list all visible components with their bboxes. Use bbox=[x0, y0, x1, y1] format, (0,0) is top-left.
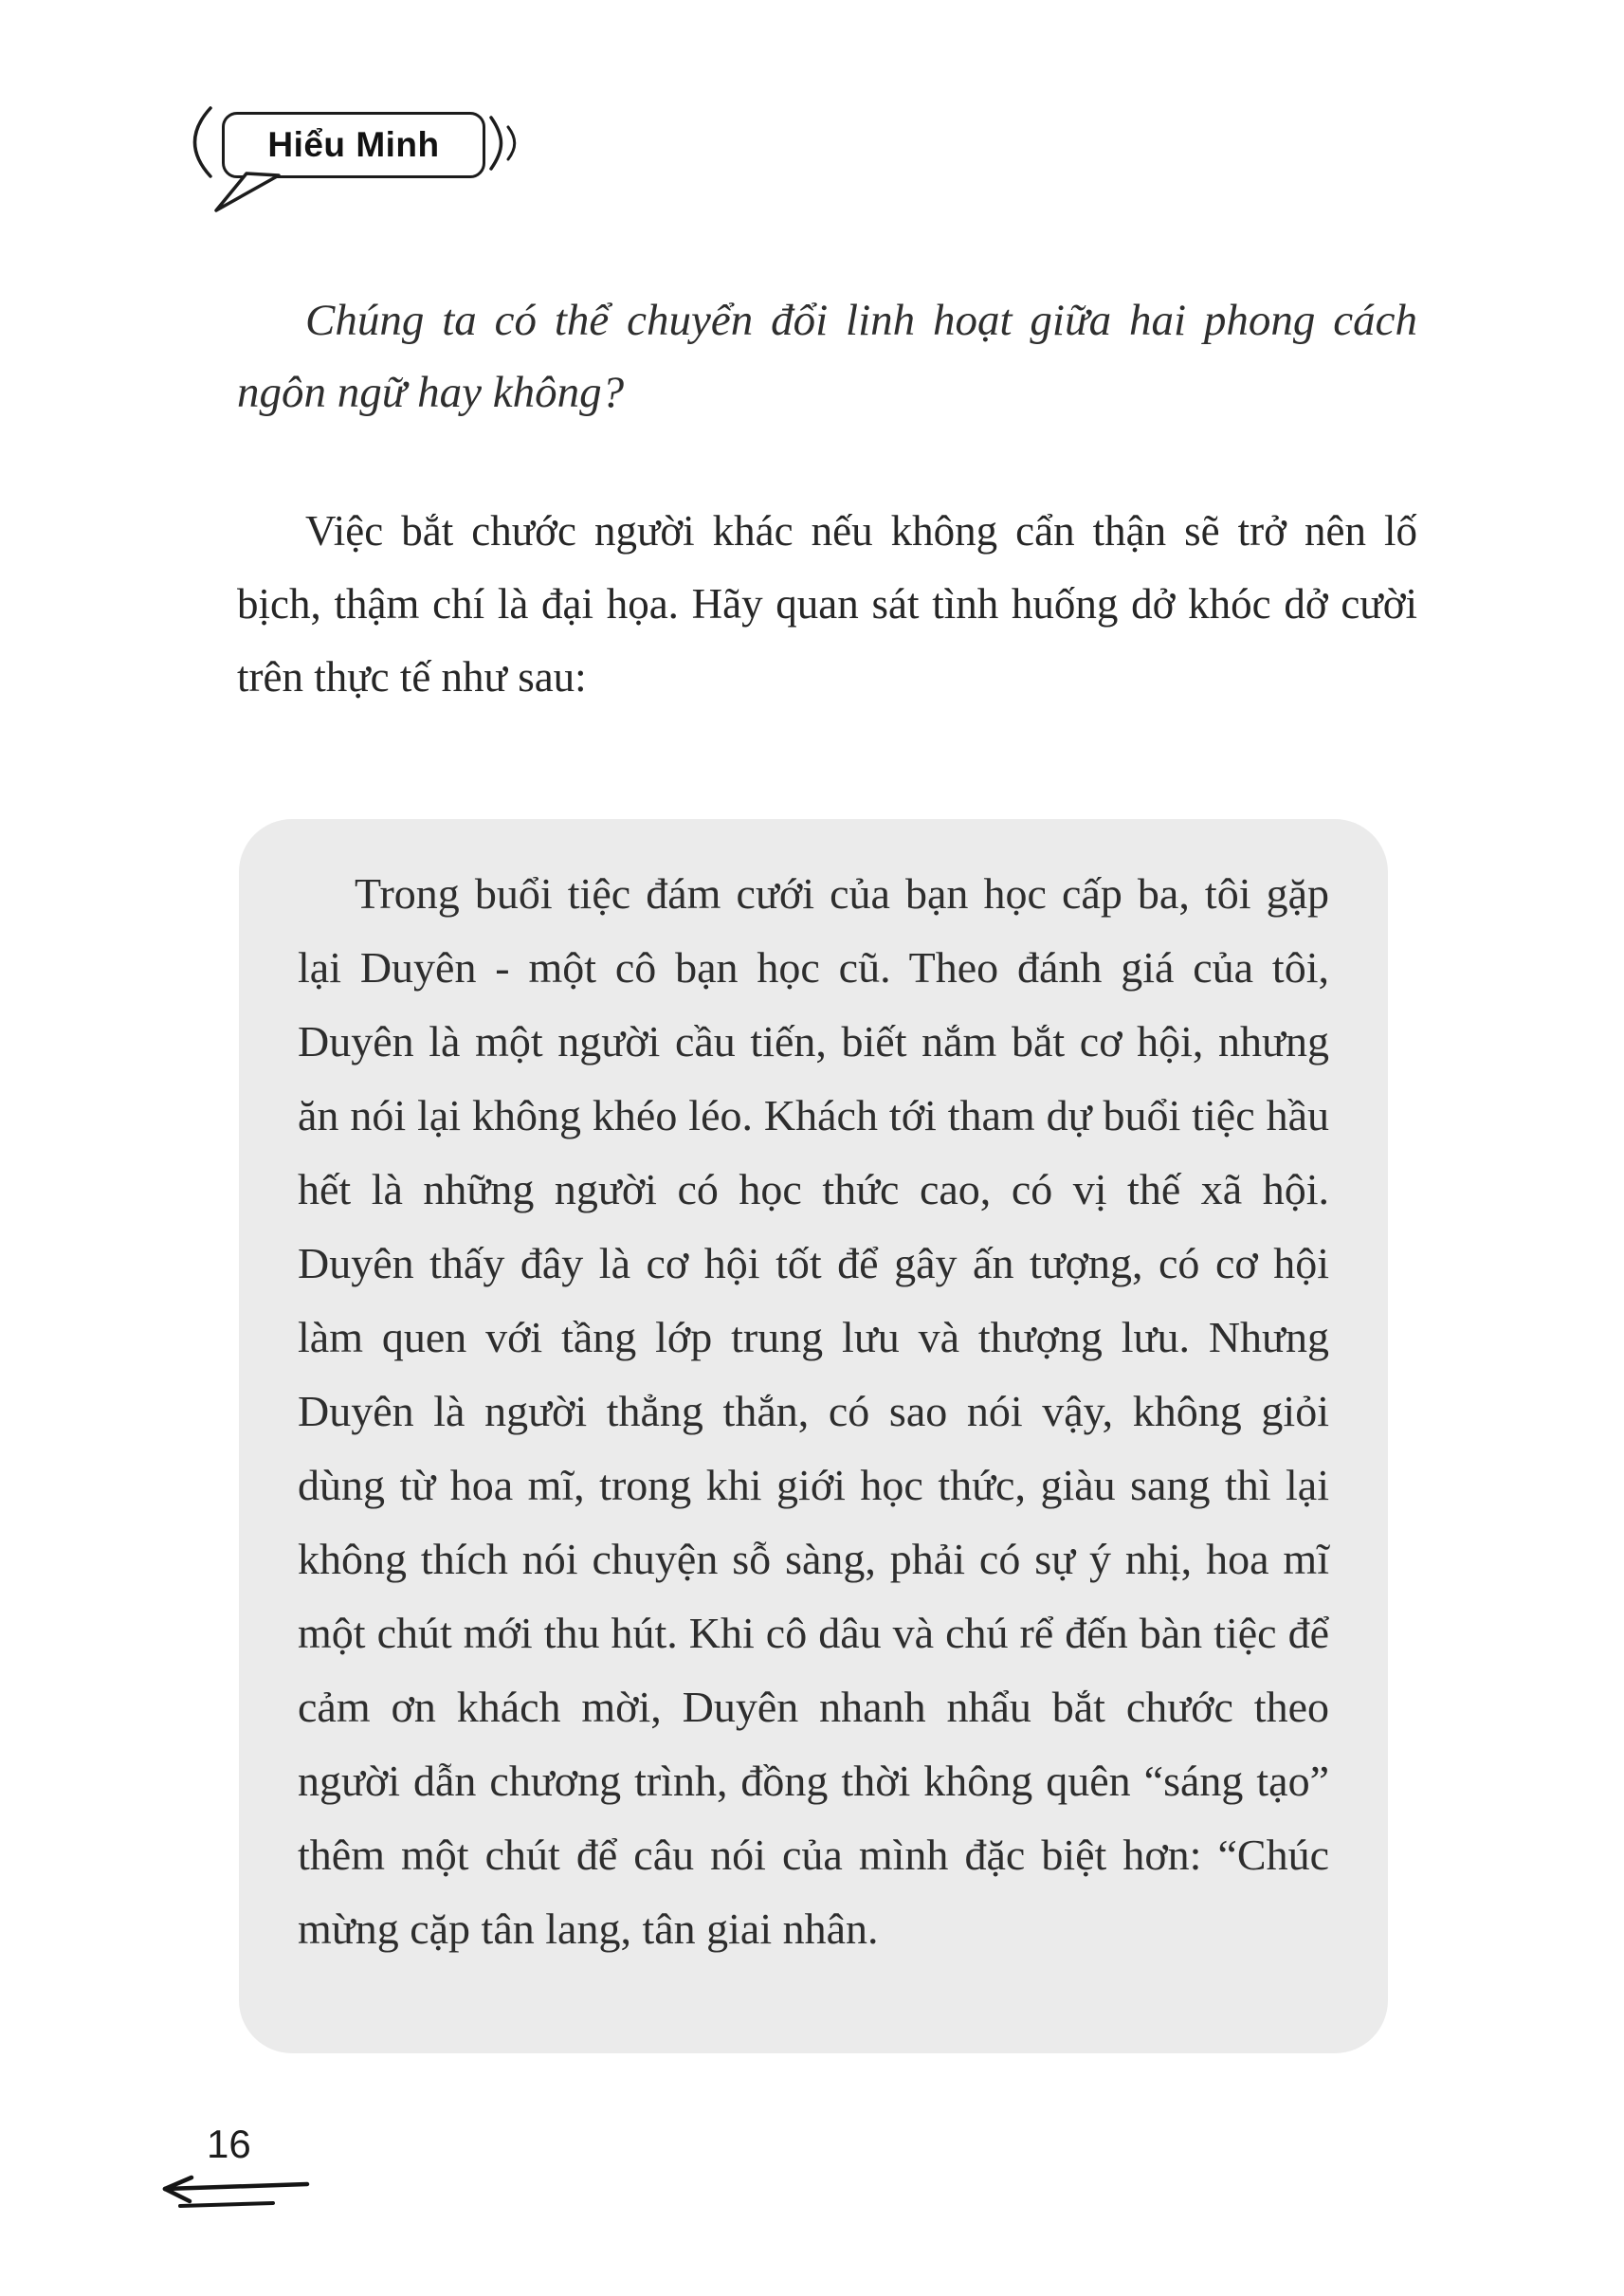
author-badge bbox=[190, 104, 588, 232]
story-text: Trong buổi tiệc đám cưới của bạn học cấp ba, tôi gặp lại Duyên - một cô bạn học cũ. Theo đánh giá của tôi, Duyên là một người cầu tiến, biết nắm bắt cơ hội, nhưng ăn nói lại không khéo léo. Khách tới tham dự buổi tiệc hầu hết là những người có học thức cao, có vị thế xã hội. Duyên thấy đây là cơ hội tốt để gây ấn tượng, có cơ hội làm quen với tầng lớp trung lưu và thượng lưu. Nhưng Duyên là người thẳng thắn, có sao nói vậy, không giỏi dùng từ hoa mĩ, trong khi giới học thức, giàu sang thì lại không thích nói chuyện sỗ sàng, phải có sự ý nhị, hoa mĩ một chút mới thu hút. Khi cô dâu và chú rể đến bàn tiệc để cảm ơn khách mời, Duyên nhanh nhẩu bắt chước theo người dẫn chương trình, đồng thời không quên “sáng tạo” thêm một chút để câu nói của mình đặc biệt hơn: “Chúc mừng cặp tân lang, tân giai nhân. bbox=[298, 869, 1329, 1953]
story-box bbox=[239, 819, 1388, 2053]
author-badge-label: Hiểu Minh bbox=[222, 112, 485, 178]
intro-question: Chúng ta có thể chuyển đổi linh hoạt giữa hai phong cách ngôn ngữ hay không? bbox=[237, 296, 1417, 417]
page-number: 16 bbox=[207, 2122, 251, 2166]
arrow-underline-icon bbox=[154, 2175, 315, 2214]
body-paragraph: Việc bắt chước người khác nếu không cẩn thận sẽ trở nên lố bịch, thậm chí là đại họa. Hãy quan sát tình huống dở khóc dở cười trên thực tế như sau: bbox=[237, 507, 1417, 701]
